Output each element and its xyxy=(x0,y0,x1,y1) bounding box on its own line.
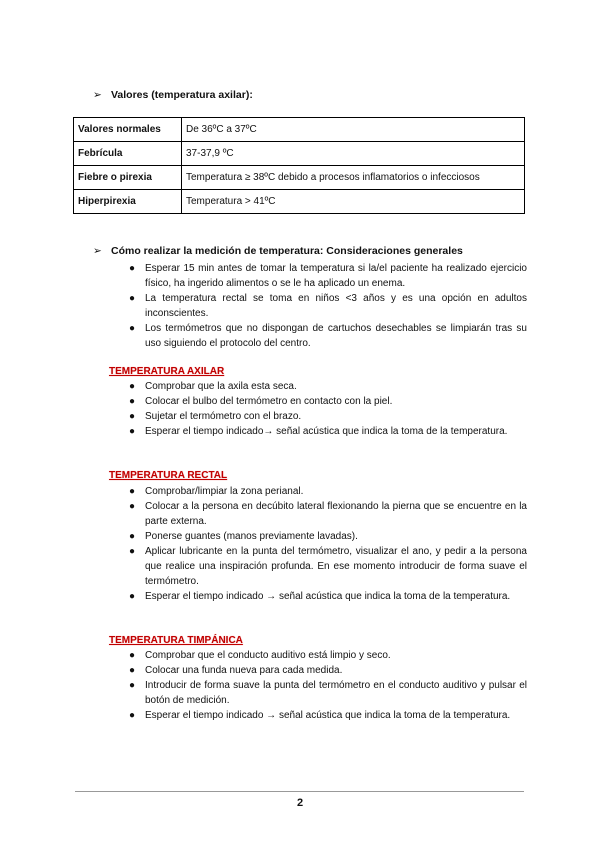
arrow-bullet-icon: ➢ xyxy=(93,245,102,257)
bullet-icon: ● xyxy=(129,323,136,334)
table-row xyxy=(74,190,525,214)
list-item xyxy=(127,261,527,291)
measure-heading-text: Cómo realizar la medición de temperatura: Consideraciones generales xyxy=(111,245,463,257)
temperature-values-table xyxy=(73,117,525,214)
list-item xyxy=(127,291,527,321)
list-item-text: Colocar una funda nueva para cada medida. xyxy=(145,665,343,676)
bullet-icon: ● xyxy=(129,411,136,422)
timpanica-list xyxy=(127,648,527,723)
list-item-text: Comprobar que la axila esta seca. xyxy=(145,381,297,392)
table-cell-value: Temperatura ≥ 38ºC debido a procesos inflamatorios o infecciosos xyxy=(182,166,525,190)
list-item xyxy=(127,484,527,499)
values-heading xyxy=(93,88,253,102)
bullet-icon: ● xyxy=(129,501,136,512)
bullet-icon: ● xyxy=(129,486,136,497)
list-item-text: Esperar el tiempo indicado→ señal acústica que indica la toma de la temperatura. xyxy=(145,426,508,437)
bullet-icon: ● xyxy=(129,546,136,557)
list-item-text: La temperatura rectal se toma en niños <3 años y es una opción en adultos inconscientes. xyxy=(145,293,527,319)
bullet-icon: ● xyxy=(129,381,136,392)
table-cell-label: Hiperpirexia xyxy=(74,190,182,214)
list-item-text: Comprobar que el conducto auditivo está limpio y seco. xyxy=(145,650,391,661)
bullet-icon: ● xyxy=(129,396,136,407)
list-item xyxy=(127,394,527,409)
list-item xyxy=(127,544,527,589)
section-title-timpanica: TEMPERATURA TIMPÁNICA xyxy=(109,635,243,646)
list-item xyxy=(127,424,527,439)
list-item xyxy=(127,589,527,604)
measure-heading xyxy=(93,244,463,258)
list-item-text: Esperar 15 min antes de tomar la temperatura si la/el paciente ha realizado ejercicio físico, ha ingerido alimentos o se le ha aplicado un enema. xyxy=(145,263,527,289)
list-item xyxy=(127,499,527,529)
general-list xyxy=(127,261,527,351)
bullet-icon: ● xyxy=(129,680,136,691)
table-cell-label: Febrícula xyxy=(74,142,182,166)
list-item-text: Comprobar/limpiar la zona perianal. xyxy=(145,486,304,497)
section-title-axilar: TEMPERATURA AXILAR xyxy=(109,366,225,377)
bullet-icon: ● xyxy=(129,650,136,661)
table-cell-value: 37-37,9 ºC xyxy=(182,142,525,166)
table-cell-value: Temperatura > 41ºC xyxy=(182,190,525,214)
bullet-icon: ● xyxy=(129,426,136,437)
bullet-icon: ● xyxy=(129,591,136,602)
arrow-bullet-icon: ➢ xyxy=(93,89,102,101)
table-cell-label: Fiebre o pirexia xyxy=(74,166,182,190)
table-cell-value: De 36ºC a 37ºC xyxy=(182,118,525,142)
rectal-list xyxy=(127,484,527,604)
list-item xyxy=(127,409,527,424)
table-cell-label: Valores normales xyxy=(74,118,182,142)
list-item xyxy=(127,648,527,663)
list-item-text: Aplicar lubricante en la punta del termómetro, visualizar el ano, y pedir a la persona que realice una inspiración profunda. En ese momento introducir de forma suave el termómetro. xyxy=(145,546,527,587)
bullet-icon: ● xyxy=(129,710,136,721)
bullet-icon: ● xyxy=(129,531,136,542)
values-heading-text: Valores (temperatura axilar): xyxy=(111,89,253,101)
bullet-icon: ● xyxy=(129,293,136,304)
list-item-text: Sujetar el termómetro con el brazo. xyxy=(145,411,302,422)
list-item xyxy=(127,321,527,351)
table-row xyxy=(74,118,525,142)
list-item xyxy=(127,379,527,394)
axilar-list xyxy=(127,379,527,439)
page-number: 2 xyxy=(296,797,304,809)
list-item-text: Introducir de forma suave la punta del termómetro en el conducto auditivo y pulsar el botón de medición. xyxy=(145,680,527,706)
list-item-text: Ponerse guantes (manos previamente lavadas). xyxy=(145,531,358,542)
list-item xyxy=(127,663,527,678)
list-item-text: Esperar el tiempo indicado → señal acústica que indica la toma de la temperatura. xyxy=(145,591,511,602)
list-item-text: Los termómetros que no dispongan de cartuchos desechables se limpiarán tras su uso siguiendo el protocolo del centro. xyxy=(145,323,527,349)
list-item-text: Colocar a la persona en decúbito lateral flexionando la pierna que se encuentre en la parte externa. xyxy=(145,501,527,527)
list-item-text: Esperar el tiempo indicado → señal acústica que indica la toma de la temperatura. xyxy=(145,710,511,721)
footer-divider xyxy=(75,791,524,792)
bullet-icon: ● xyxy=(129,665,136,676)
list-item xyxy=(127,529,527,544)
list-item-text: Colocar el bulbo del termómetro en contacto con la piel. xyxy=(145,396,393,407)
list-item xyxy=(127,678,527,708)
bullet-icon: ● xyxy=(129,263,136,274)
table-row xyxy=(74,142,525,166)
list-item xyxy=(127,708,527,723)
table-row xyxy=(74,166,525,190)
section-title-rectal: TEMPERATURA RECTAL xyxy=(109,470,228,481)
